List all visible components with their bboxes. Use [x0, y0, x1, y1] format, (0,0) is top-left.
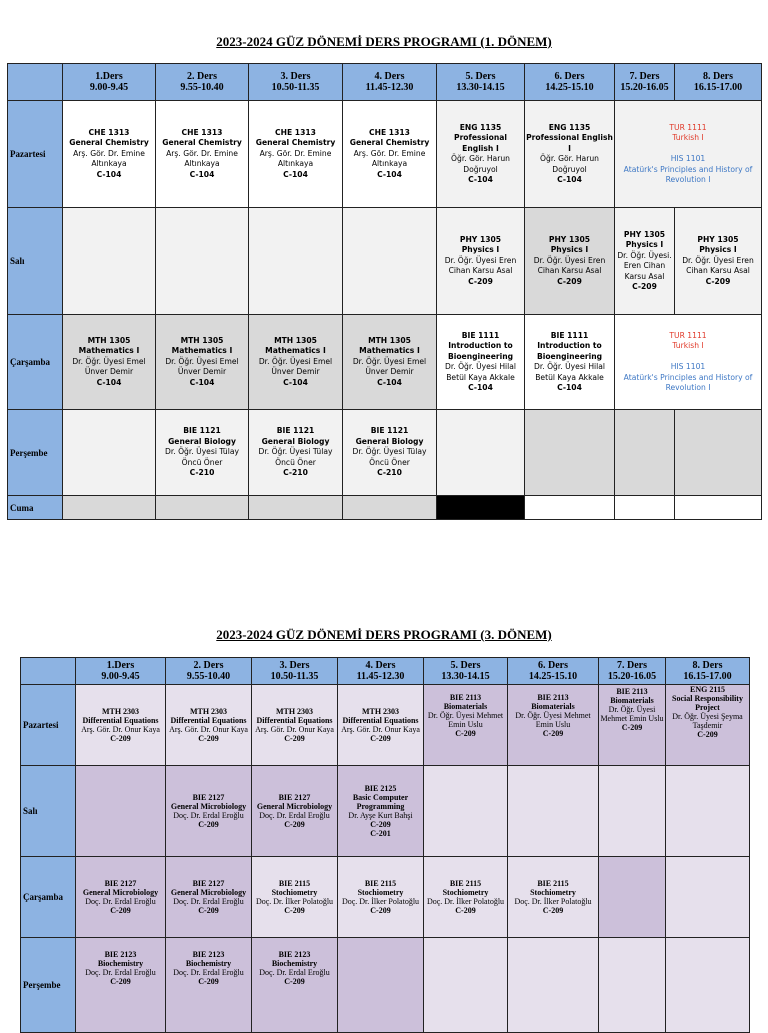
- day-label: Pazartesi: [8, 101, 63, 208]
- day-row-pazartesi: [21, 685, 750, 766]
- empty-cell: [424, 766, 508, 857]
- course-cell: BIE 1111 Introduction to Bioengineering Dr. Öğr. Üyesi Hilal Betül Kaya Akkale C-104: [525, 315, 615, 410]
- empty-cell: [508, 938, 599, 1033]
- course-cell: MTH 1305 Mathematics I Dr. Öğr. Üyesi Emel Ünver Demir C-104: [343, 315, 437, 410]
- empty-cell: [525, 410, 615, 496]
- period-header: 4. Ders 11.45-12.30: [343, 64, 437, 101]
- empty-cell: [156, 208, 249, 315]
- period-header: 8. Ders 16.15-17.00: [666, 658, 750, 685]
- period-header: 2. Ders 9.55-10.40: [156, 64, 249, 101]
- course-cell: BIE 2113 Biomaterials Dr. Öğr. Üyesi Mehmet Emin Uslu C-209: [599, 685, 666, 766]
- period-header: 7. Ders 15.20-16.05: [599, 658, 666, 685]
- course-cell: CHE 1313 General Chemistry Arş. Gör. Dr. Emine Altınkaya C-104: [156, 101, 249, 208]
- period-header: 6. Ders 14.25-15.10: [525, 64, 615, 101]
- schedule2-title: 2023-2024 GÜZ DÖNEMİ DERS PROGRAMI (3. DÖNEM): [216, 627, 552, 642]
- period-header: 3. Ders 10.50-11.35: [249, 64, 343, 101]
- course-cell: ENG 1135 Professional English I Öğr. Gör. Harun Doğruyol C-104: [437, 101, 525, 208]
- course-cell: BIE 2125 Basic Computer Programming Dr. Ayşe Kurt Bahşi C-209 C-201: [338, 766, 424, 857]
- course-cell: BIE 1121 General Biology Dr. Öğr. Üyesi Tülay Öncü Öner C-210: [249, 410, 343, 496]
- day-label: Çarşamba: [8, 315, 63, 410]
- day-row-pazartesi: [8, 101, 762, 208]
- period-header: 5. Ders 13.30-14.15: [437, 64, 525, 101]
- schedule1-title: 2023-2024 GÜZ DÖNEMİ DERS PROGRAMI (1. DÖNEM): [216, 34, 552, 49]
- course-cell: CHE 1313 General Chemistry Arş. Gör. Dr. Emine Altınkaya C-104: [63, 101, 156, 208]
- empty-cell: [508, 766, 599, 857]
- course-cell: BIE 2127 General Microbiology Doç. Dr. Erdal Eroğlu C-209: [166, 766, 252, 857]
- day-row-carsamba: [21, 857, 750, 938]
- empty-cell: [424, 938, 508, 1033]
- course-cell: MTH 2303 Differential Equations Arş. Gör. Dr. Onur Kaya C-209: [252, 685, 338, 766]
- schedule2-header-row: [21, 658, 750, 685]
- empty-cell: [666, 938, 750, 1033]
- course-cell: BIE 2113 Biomaterials Dr. Öğr. Üyesi Mehmet Emin Uslu C-209: [424, 685, 508, 766]
- day-label: Perşembe: [21, 938, 76, 1033]
- empty-cell: [249, 496, 343, 520]
- empty-cell: [599, 857, 666, 938]
- corner-cell: [8, 64, 63, 101]
- course-cell: BIE 1111 Introduction to Bioengineering Dr. Öğr. Üyesi Hilal Betül Kaya Akkale C-104: [437, 315, 525, 410]
- schedule2-table: [20, 657, 750, 1033]
- course-cell: PHY 1305 Physics I Dr. Öğr. Üyesi Eren Cihan Karsu Asal C-209: [675, 208, 762, 315]
- course-cell: BIE 2127 General Microbiology Doç. Dr. Erdal Eroğlu C-209: [76, 857, 166, 938]
- day-label: Salı: [21, 766, 76, 857]
- schedule1-table: [7, 63, 762, 520]
- course-cell: CHE 1313 General Chemistry Arş. Gör. Dr. Emine Altınkaya C-104: [249, 101, 343, 208]
- empty-cell: [249, 208, 343, 315]
- course-cell: BIE 2115 Stochiometry Doç. Dr. İlker Polatoğlu C-209: [424, 857, 508, 938]
- empty-cell: [156, 496, 249, 520]
- course-cell: BIE 1121 General Biology Dr. Öğr. Üyesi Tülay Öncü Öner C-210: [156, 410, 249, 496]
- empty-cell: [615, 410, 675, 496]
- course-cell: MTH 1305 Mathematics I Dr. Öğr. Üyesi Emel Ünver Demir C-104: [156, 315, 249, 410]
- day-row-persembe: [21, 938, 750, 1033]
- day-row-persembe: [8, 410, 762, 496]
- empty-cell: [666, 766, 750, 857]
- day-row-sali: [8, 208, 762, 315]
- period-header: 2. Ders 9.55-10.40: [166, 658, 252, 685]
- empty-cell: [63, 496, 156, 520]
- day-label: Cuma: [8, 496, 63, 520]
- course-cell: PHY 1305 Physics I Dr. Öğr. Üyesi Eren Cihan Karsu Asal C-209: [437, 208, 525, 315]
- period-header: 4. Ders 11.45-12.30: [338, 658, 424, 685]
- empty-cell: [675, 410, 762, 496]
- course-cell: BIE 2127 General Microbiology Doç. Dr. Erdal Eroğlu C-209: [252, 766, 338, 857]
- schedule1-header-row: [8, 64, 762, 101]
- course-cell: TUR 1111 Turkish I HIS 1101 Atatürk's Principles and History of Revolution I: [615, 315, 762, 410]
- blocked-cell: [437, 496, 525, 520]
- empty-cell: [525, 496, 615, 520]
- course-cell: BIE 2127 General Microbiology Doç. Dr. Erdal Eroğlu C-209: [166, 857, 252, 938]
- empty-cell: [343, 496, 437, 520]
- course-cell: BIE 2115 Stochiometry Doç. Dr. İlker Polatoğlu C-209: [338, 857, 424, 938]
- course-cell: MTH 1305 Mathematics I Dr. Öğr. Üyesi Emel Ünver Demir C-104: [249, 315, 343, 410]
- empty-cell: [76, 766, 166, 857]
- period-header: 6. Ders 14.25-15.10: [508, 658, 599, 685]
- empty-cell: [338, 938, 424, 1033]
- corner-cell: [21, 658, 76, 685]
- empty-cell: [666, 857, 750, 938]
- course-cell: MTH 2303 Differential Equations Arş. Gör. Dr. Onur Kaya C-209: [166, 685, 252, 766]
- empty-cell: [599, 938, 666, 1033]
- period-header: 1.Ders 9.00-9.45: [76, 658, 166, 685]
- day-label: Çarşamba: [21, 857, 76, 938]
- course-cell: BIE 2123 Biochemistry Doç. Dr. Erdal Eroğlu C-209: [252, 938, 338, 1033]
- period-header: 7. Ders 15.20-16.05: [615, 64, 675, 101]
- empty-cell: [437, 410, 525, 496]
- course-cell: MTH 2303 Differential Equations Arş. Gör. Dr. Onur Kaya C-209: [76, 685, 166, 766]
- empty-cell: [615, 496, 675, 520]
- course-cell: MTH 1305 Mathematics I Dr. Öğr. Üyesi Emel Ünver Demir C-104: [63, 315, 156, 410]
- period-header: 3. Ders 10.50-11.35: [252, 658, 338, 685]
- course-cell: CHE 1313 General Chemistry Arş. Gör. Dr. Emine Altınkaya C-104: [343, 101, 437, 208]
- course-cell: BIE 1121 General Biology Dr. Öğr. Üyesi Tülay Öncü Öner C-210: [343, 410, 437, 496]
- empty-cell: [599, 766, 666, 857]
- empty-cell: [675, 496, 762, 520]
- day-row-cuma: [8, 496, 762, 520]
- course-cell: BIE 2123 Biochemistry Doç. Dr. Erdal Eroğlu C-209: [76, 938, 166, 1033]
- period-header: 5. Ders 13.30-14.15: [424, 658, 508, 685]
- period-header: 8. Ders 16.15-17.00: [675, 64, 762, 101]
- course-cell: ENG 2115 Social Responsibility Project Dr. Öğr. Üyesi Şeyma Taşdemir C-209: [666, 685, 750, 766]
- course-cell: BIE 2113 Biomaterials Dr. Öğr. Üyesi Mehmet Emin Uslu C-209: [508, 685, 599, 766]
- day-row-sali: [21, 766, 750, 857]
- course-cell: ENG 1135 Professional English I Öğr. Gör. Harun Doğruyol C-104: [525, 101, 615, 208]
- course-cell: TUR 1111 Turkish I HIS 1101 Atatürk's Principles and History of Revolution I: [615, 101, 762, 208]
- course-cell: PHY 1305 Physics I Dr. Öğr. Üyesi Eren Cihan Karsu Asal C-209: [525, 208, 615, 315]
- course-cell: MTH 2303 Differential Equations Arş. Gör. Dr. Onur Kaya C-209: [338, 685, 424, 766]
- empty-cell: [63, 410, 156, 496]
- day-label: Salı: [8, 208, 63, 315]
- day-label: Perşembe: [8, 410, 63, 496]
- course-cell: BIE 2115 Stochiometry Doç. Dr. İlker Polatoğlu C-209: [508, 857, 599, 938]
- day-label: Pazartesi: [21, 685, 76, 766]
- empty-cell: [63, 208, 156, 315]
- course-cell: BIE 2123 Biochemistry Doç. Dr. Erdal Eroğlu C-209: [166, 938, 252, 1033]
- period-header: 1.Ders 9.00-9.45: [63, 64, 156, 101]
- empty-cell: [343, 208, 437, 315]
- day-row-carsamba: [8, 315, 762, 410]
- course-cell: BIE 2115 Stochiometry Doç. Dr. İlker Polatoğlu C-209: [252, 857, 338, 938]
- course-cell: PHY 1305 Physics I Dr. Öğr. Üyesi. Eren Cihan Karsu Asal C-209: [615, 208, 675, 315]
